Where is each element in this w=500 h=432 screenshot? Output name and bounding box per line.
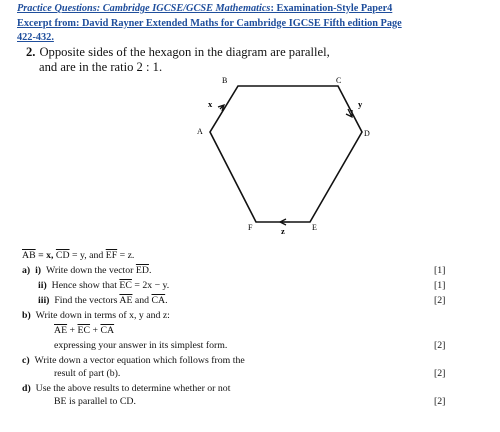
marks-a-i: [1]	[434, 265, 446, 276]
part-c-line-1: c) Write down a vector equation which follows from the	[22, 355, 245, 366]
marks-c: [2]	[434, 368, 446, 379]
header-line-2[interactable]: Excerpt from: David Rayner Extended Maths for Cambridge IGCSE Fifth edition Page	[17, 17, 402, 29]
part-b-instruction: expressing your answer in its simplest form.	[54, 340, 228, 351]
vector-label-x: x	[208, 99, 213, 109]
vertex-label-a: A	[197, 127, 203, 136]
header-line-3[interactable]: 422-432.	[17, 32, 54, 44]
vertex-label-f: F	[248, 223, 253, 232]
vertex-label-b: B	[222, 76, 228, 85]
part-a-i: a) i) Write down the vector $\overline{ED}$.	[22, 265, 152, 276]
marks-a-iii: [2]	[434, 295, 446, 306]
vector-label-z: z	[281, 226, 285, 236]
vector-label-y: y	[358, 99, 363, 109]
hexagon-diagram	[190, 76, 370, 236]
header-line-1[interactable]: Practice Questions: Cambridge IGCSE/GCSE Mathematics: Examination-Style Paper4	[17, 3, 393, 14]
part-b: b) Write down in terms of x, y and z:	[22, 310, 170, 321]
marks-a-ii: [1]	[434, 280, 446, 291]
marks-b: [2]	[434, 340, 446, 351]
marks-d: [2]	[434, 396, 446, 407]
question-number: 2.	[26, 45, 36, 59]
given-vectors: $\overline{AB} = x$, $\overline{CD} = y$, and $\overline{EF} = z$.	[22, 250, 135, 261]
part-d-line-2: BE is parallel to CD.	[54, 396, 136, 407]
part-d-line-1: d) Use the above results to determine whether or not	[22, 383, 231, 394]
arrow-z-icon	[280, 219, 290, 225]
part-b-expression: $\overline{AE} + \overline{EC} + \overline{CA}$	[54, 325, 115, 336]
part-a-iii: iii) Find the vectors $\overline{AE}$ and $\overline{CA}$.	[38, 295, 168, 306]
question-2	[26, 45, 330, 75]
part-a-ii: ii) Hence show that $\overline{EC} = 2x - y$.	[38, 280, 170, 291]
vertex-label-d: D	[364, 129, 370, 138]
vertex-label-e: E	[312, 223, 317, 232]
vertex-label-c: C	[336, 76, 342, 85]
question-text-1: Opposite sides of the hexagon in the diagram are parallel,	[39, 45, 330, 59]
question-text-2: and are in the ratio 2 : 1.	[39, 60, 163, 74]
part-c-line-2: result of part (b).	[54, 368, 121, 379]
hexagon-shape	[210, 86, 362, 222]
source-header	[17, 2, 493, 46]
